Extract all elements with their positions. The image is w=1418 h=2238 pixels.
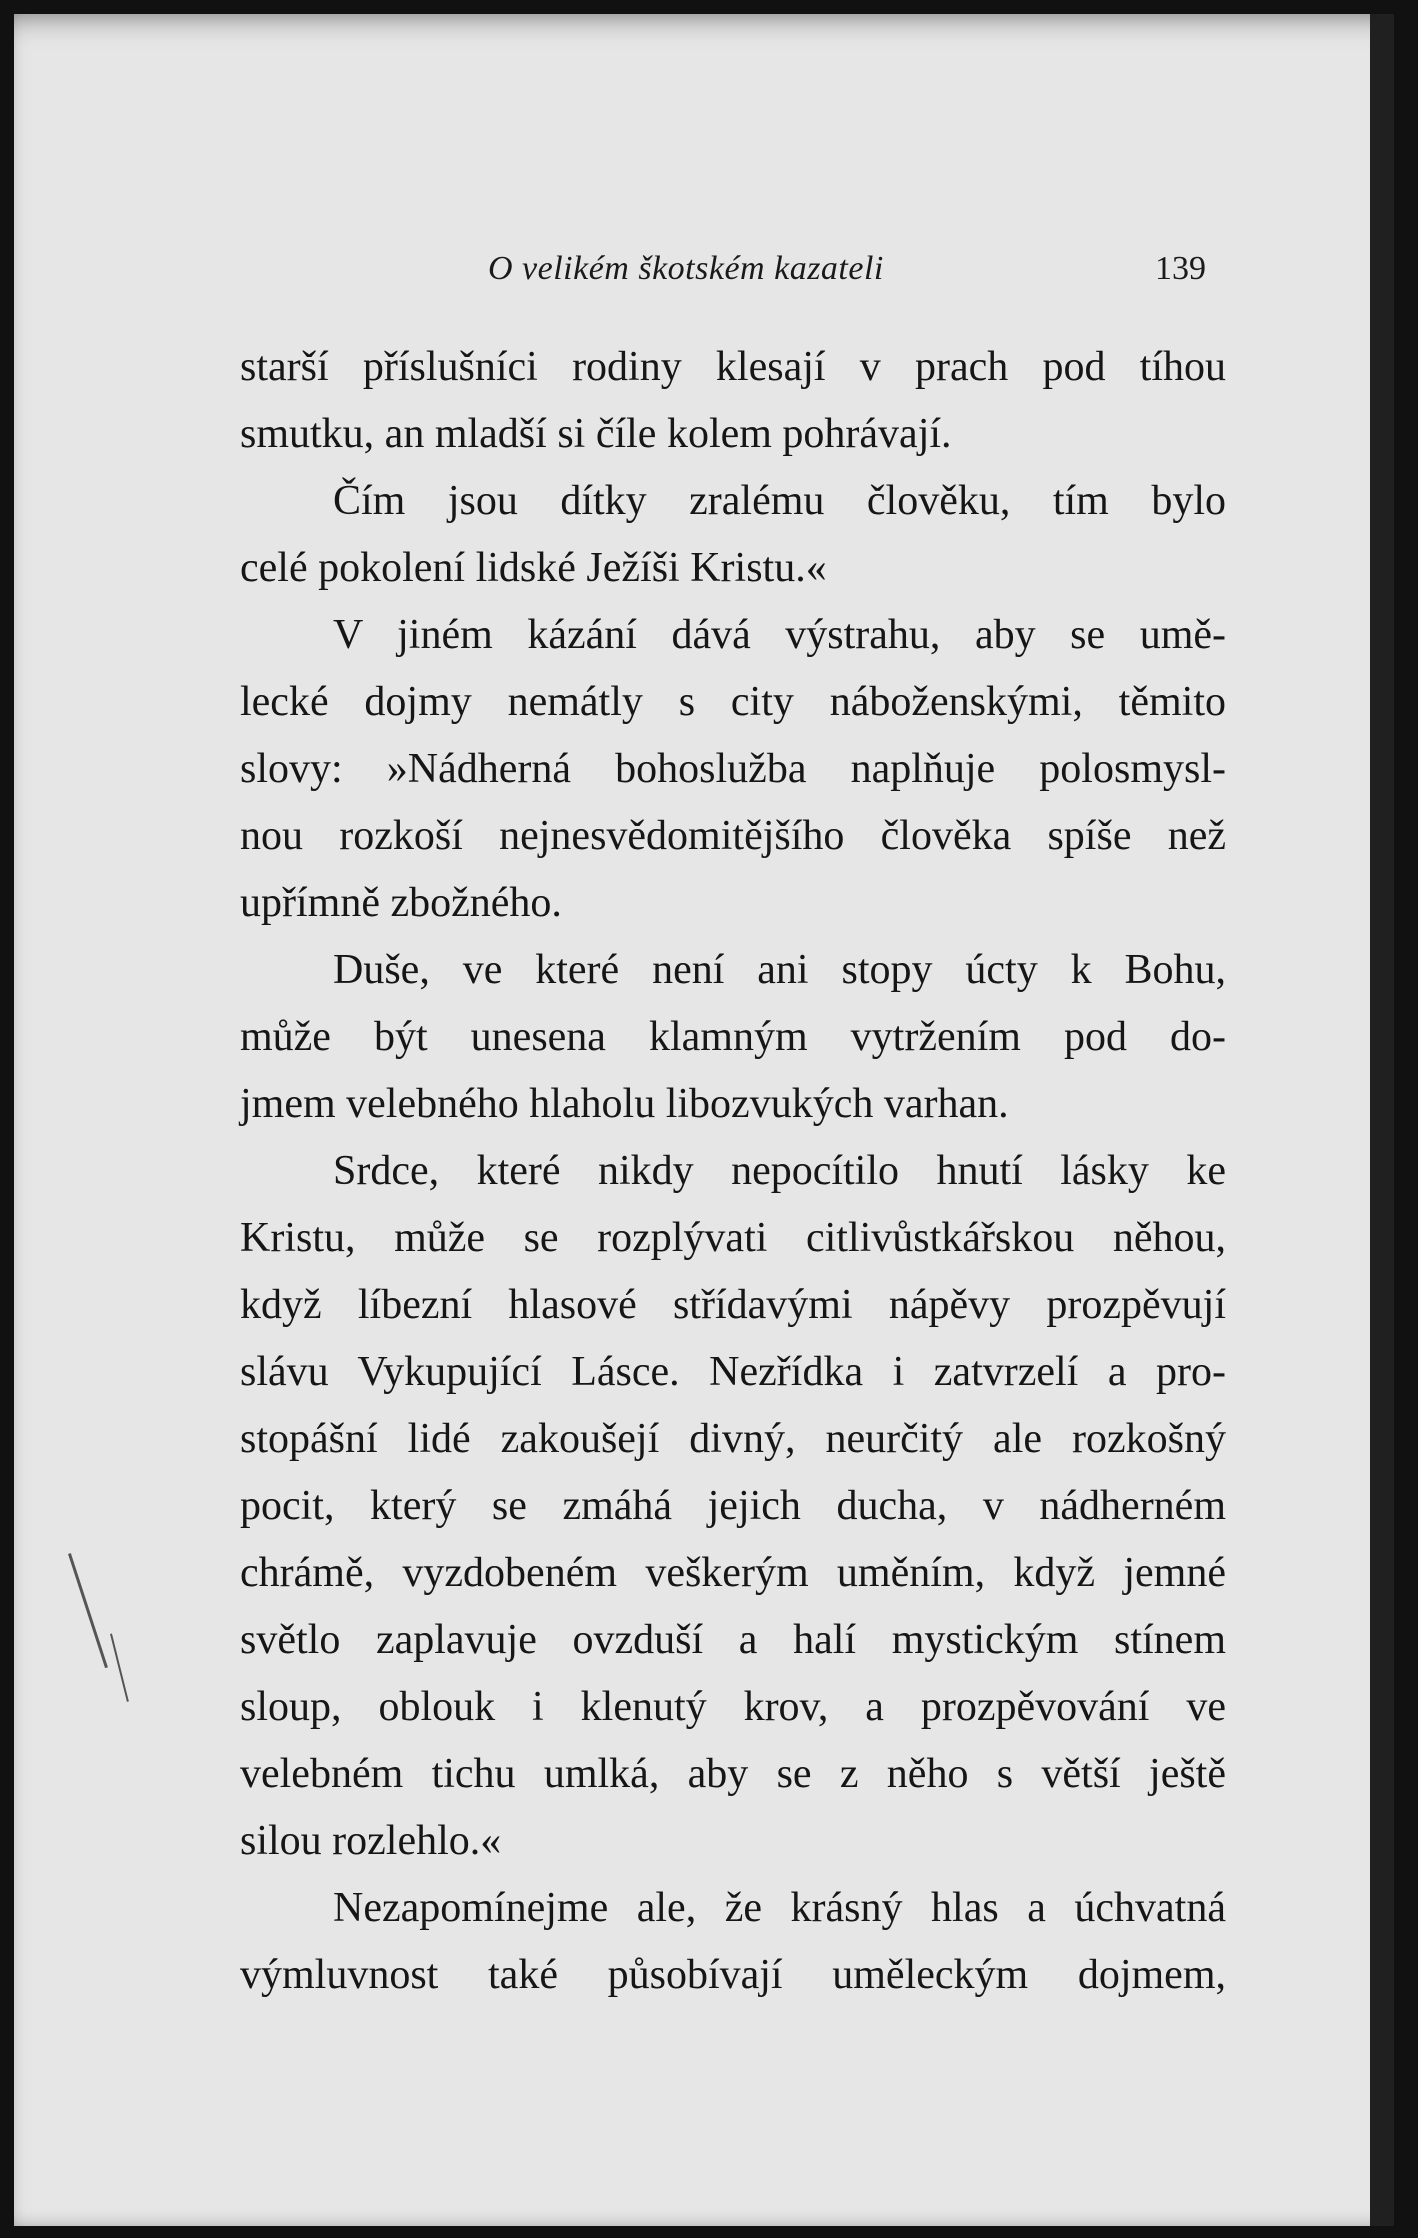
text-line: upřímně zbožného. xyxy=(240,880,562,926)
text-line: slávu Vykupující Lásce. Nezřídka i zatvrzelí a pro- xyxy=(240,1349,1226,1395)
text-line: velebném tichu umlká, aby se z něho s větší ještě xyxy=(240,1751,1226,1797)
text-line: může být unesena klamným vytržením pod do- xyxy=(240,1014,1226,1060)
text-line: Nezapomínejme ale, že krásný hlas a úchvatná xyxy=(333,1885,1226,1931)
text-line: silou rozlehlo.« xyxy=(240,1818,502,1864)
text-line: výmluvnost také působívají uměleckým dojmem, xyxy=(240,1952,1226,1998)
text-line: sloup, oblouk i klenutý krov, a prozpěvování ve xyxy=(240,1684,1226,1730)
scan-artifact-stroke xyxy=(110,1634,129,1702)
text-line: Čím jsou dítky zralému člověku, tím bylo xyxy=(333,478,1226,524)
text-line: slovy: »Nádherná bohoslužba naplňuje polosmysl- xyxy=(240,746,1226,792)
text-line: Srdce, které nikdy nepocítilo hnutí lásky ke xyxy=(333,1148,1226,1194)
text-line: chrámě, vyzdobeném veškerým uměním, když jemné xyxy=(240,1550,1226,1596)
text-line: smutku, an mladší si číle kolem pohrávají. xyxy=(240,411,952,457)
running-title: O velikém škotském kazateli xyxy=(488,250,884,287)
text-line: stopášní lidé zakoušejí divný, neurčitý ale rozkošný xyxy=(240,1416,1226,1462)
text-line: V jiném kázání dává výstrahu, aby se umě- xyxy=(333,612,1226,658)
text-line: celé pokolení lidské Ježíši Kristu.« xyxy=(240,545,827,591)
text-line: když líbezní hlasové střídavými nápěvy prozpěvují xyxy=(240,1282,1226,1328)
page-number: 139 xyxy=(1155,250,1206,287)
text-line: Duše, ve které není ani stopy úcty k Bohu, xyxy=(333,947,1226,993)
text-line: starší příslušníci rodiny klesají v prach pod tíhou xyxy=(240,344,1226,390)
text-line: Kristu, může se rozplývati citlivůstkářskou něhou, xyxy=(240,1215,1226,1261)
body-text xyxy=(240,334,1226,2009)
page-edge-shadow xyxy=(1370,14,1394,2226)
text-line: světlo zaplavuje ovzduší a halí mystickým stínem xyxy=(240,1617,1226,1663)
text-line: jmem velebného hlaholu libozvukých varhan. xyxy=(240,1081,1009,1127)
text-line: lecké dojmy nemátly s city náboženskými, těmito xyxy=(240,679,1226,725)
page-header xyxy=(474,246,1234,296)
scanned-page xyxy=(14,14,1394,2226)
text-line: pocit, který se zmáhá jejich ducha, v nádherném xyxy=(240,1483,1226,1529)
scan-artifact-stroke xyxy=(68,1553,108,1668)
text-line: nou rozkoší nejnesvědomitějšího člověka spíše než xyxy=(240,813,1226,859)
